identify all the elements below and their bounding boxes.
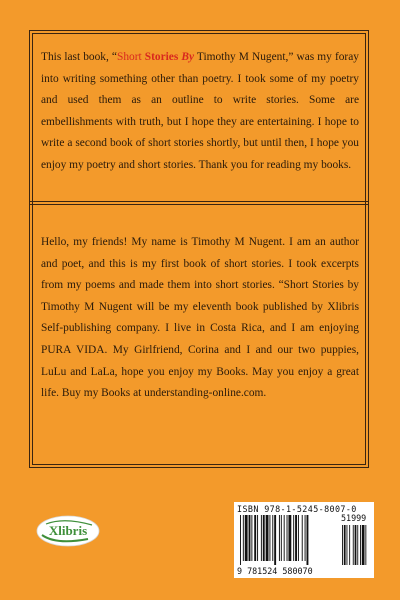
frame-divider [29,201,369,202]
isbn-label: ISBN 978-1-5245-8007-0 [237,504,357,514]
logo-text: Xlibris [48,523,88,538]
title-by: By [181,51,195,63]
barcode-digits: 9 781524 580070 [237,566,313,576]
addon-digits: 51999 [341,513,367,523]
intro-paragraph: This last book, “Short Stories By Timothy M Nugent,” was my foray into writing something other than poetry. I took some of my poetry and used them as an outline to write stories. Some are embellishments with truth, but I hope they are entertaining. I hope to write a second book of short stories shortly, but until then, I hope you enjoy my poetry and short stories. Thank you for reading my books. [41,51,359,171]
title-short: Short [116,51,142,63]
title-stories: Stories [144,51,179,63]
isbn-barcode [234,502,374,578]
xlibris-logo [36,515,100,547]
author-bio-paragraph: Hello, my friends! My name is Timothy M Nugent. I am an author and poet, and this is my first book of short stories. I took excerpts from my poems and made them into short stories. “Short Stories by Timothy M Nugent will be my eleventh book published by Xlibris Self-publishing company. I live in Costa Rica, and I am enjoying PURA VIDA. My Girlfriend, Corina and I and our two puppies, LuLu and LaLa, hope you enjoy my Books. May you enjoy a great life. Buy my Books at understanding-online.com. [41,236,359,400]
